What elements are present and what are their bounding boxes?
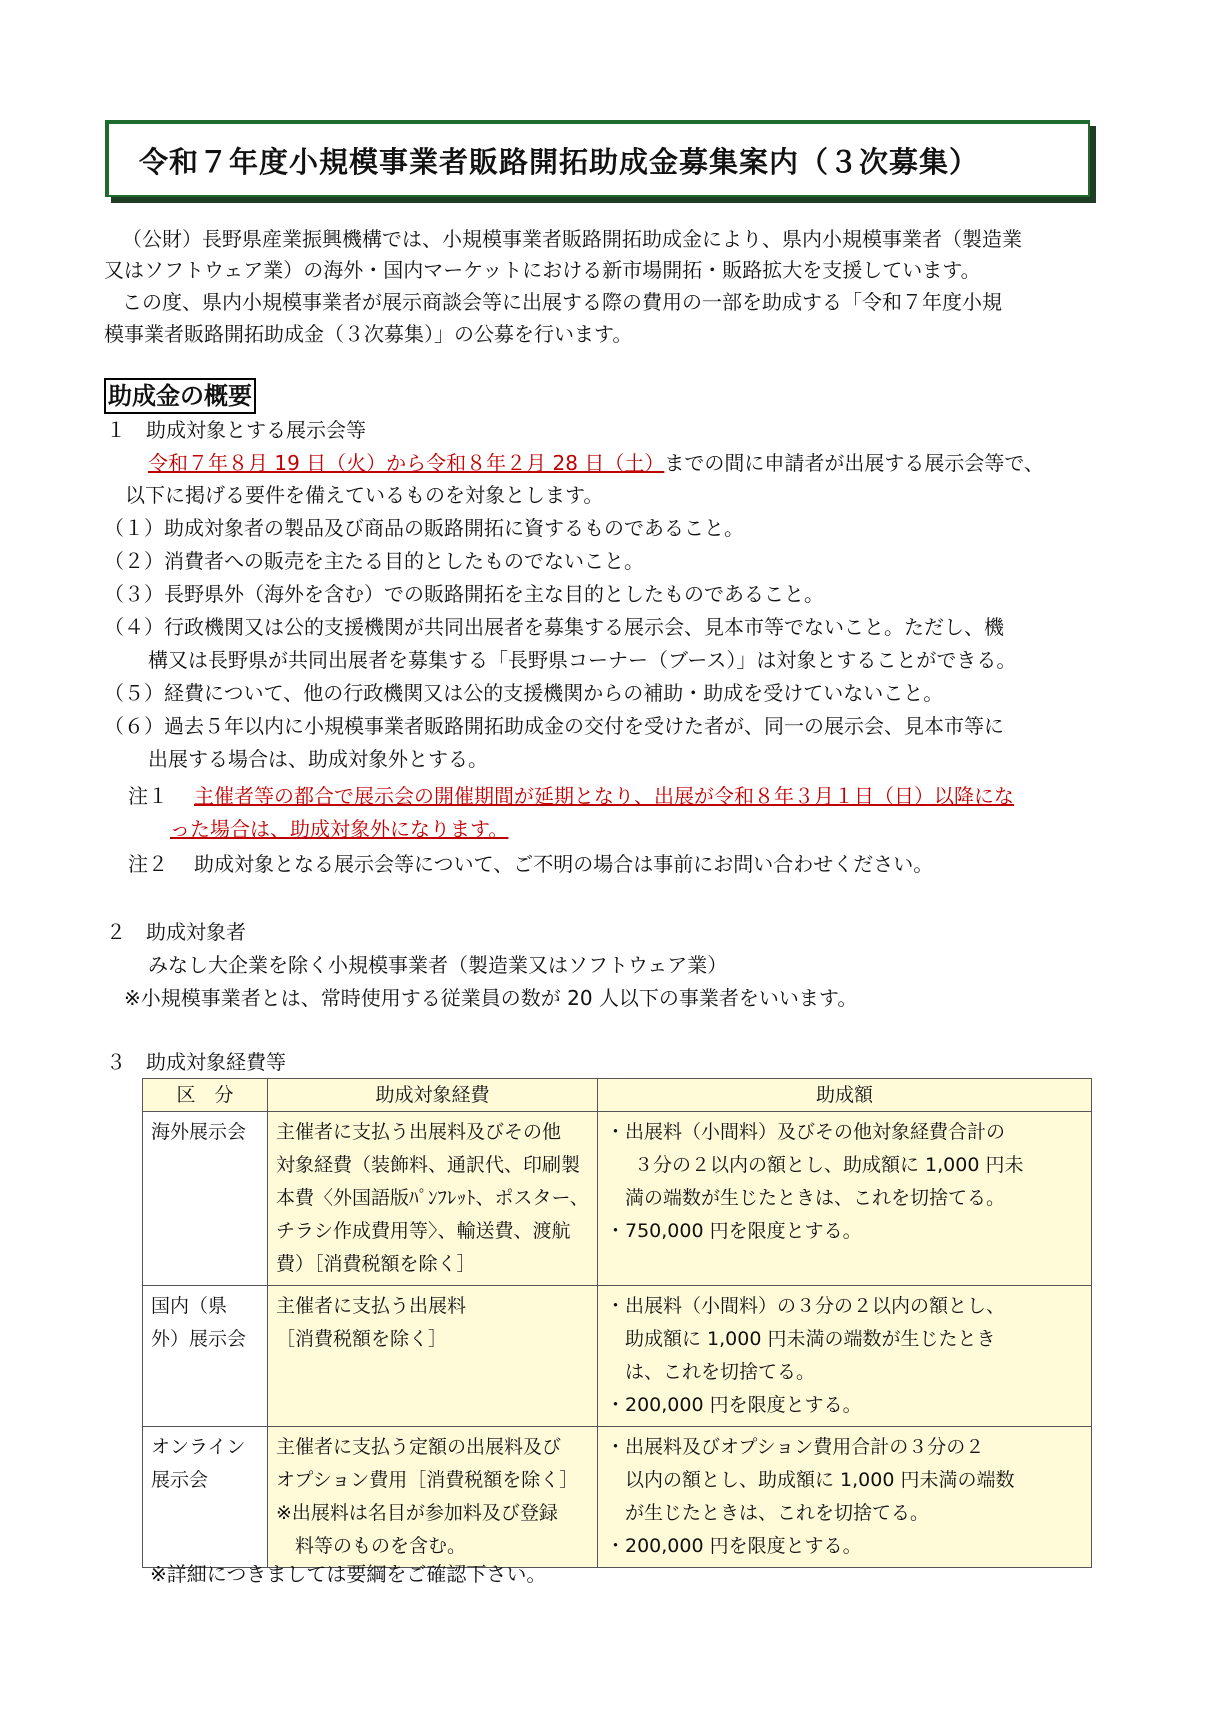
row-amount	[598, 1286, 1092, 1427]
s1-item: （３）長野県外（海外を含む）での販路開拓を主な目的としたものであること。	[104, 582, 824, 606]
cell-line: 助成額に 1,000 円未満の端数が生じたとき	[625, 1328, 996, 1350]
cell-line: ・200,000 円を限度とする。	[606, 1394, 862, 1416]
cell-line: ・750,000 円を限度とする。	[606, 1220, 862, 1242]
s1-item: 構又は長野県が共同出展者を募集する「長野県コーナー（ブース）」は対象とすることができる。	[148, 648, 1017, 672]
page-title: 令和７年度小規模事業者販路開拓助成金募集案内（３次募集）	[139, 145, 980, 179]
s1-item: （１）助成対象者の製品及び商品の販路開拓に資するものであること。	[104, 516, 744, 540]
intro-line: 模事業者販路開拓助成金（３次募集）」の公募を行います。	[104, 322, 633, 346]
note1-label: 注１	[128, 784, 168, 808]
s2-note: ※小規模事業者とは、常時使用する従業員の数が 20 人以下の事業者をいいます。	[124, 986, 858, 1010]
cell-line: 主催者に支払う出展料	[276, 1295, 467, 1317]
table-header: 助成額	[598, 1079, 1092, 1112]
row-expenses	[268, 1427, 598, 1568]
s1-period-line	[148, 447, 1044, 476]
s1-line2: 以下に掲げる要件を備えているものを対象とします。	[125, 483, 604, 507]
note2-text: 助成対象となる展示会等について、ご不明の場合は事前にお問い合わせください。	[194, 852, 934, 876]
cell-line: 本費〈外国語版ﾊﾟﾝﾌﾚｯﾄ、ポスター、	[276, 1187, 589, 1209]
note2-label: 注２	[128, 852, 168, 876]
cell-line: 海外展示会	[151, 1121, 247, 1143]
cell-line: 外）展示会	[151, 1328, 247, 1350]
table-header: 助成対象経費	[268, 1079, 598, 1112]
cell-line: は、これを切捨てる。	[625, 1361, 816, 1383]
cell-line: ・出展料（小間料）の３分の２以内の額とし、	[606, 1295, 1006, 1317]
cell-line: 主催者に支払う定額の出展料及び	[276, 1436, 562, 1458]
cell-line: 満の端数が生じたときは、これを切捨てる。	[625, 1187, 1006, 1209]
s1-period-rest: までの間に申請者が出展する展示会等で、	[664, 451, 1044, 475]
cell-line: が生じたときは、これを切捨てる。	[625, 1502, 930, 1524]
cell-line: ・出展料（小間料）及びその他対象経費合計の	[606, 1121, 1006, 1143]
row-amount	[598, 1427, 1092, 1568]
cell-line: オンライン	[151, 1436, 246, 1458]
row-category	[143, 1112, 268, 1286]
s1-item: （５）経費について、他の行政機関又は公的支援機関からの補助・助成を受けていないこと。	[104, 681, 944, 705]
table-row	[143, 1286, 1092, 1427]
table-row	[143, 1427, 1092, 1568]
note1-text: 主催者等の都合で展示会の開催期間が延期となり、出展が令和８年３月１日（日）以降にな	[194, 784, 1014, 808]
table-footnote: ※詳細につきましては要綱をご確認下さい。	[150, 1562, 547, 1586]
s2-line: みなし大企業を除く小規模事業者（製造業又はソフトウェア業）	[148, 953, 728, 977]
cell-line: 費）［消費税額を除く］	[276, 1253, 476, 1275]
note1-text: った場合は、助成対象外になります。	[170, 817, 509, 841]
cell-line: ３分の２以内の額とし、助成額に 1,000 円未	[634, 1154, 1024, 1176]
section-heading: 助成金の概要	[104, 378, 256, 414]
intro-line: 又はソフトウェア業）の海外・国内マーケットにおける新市場開拓・販路拡大を支援しています。	[104, 258, 981, 282]
intro-line: この度、県内小規模事業者が展示商談会等に出展する際の費用の一部を助成する「令和７年度小規	[122, 290, 1002, 314]
cell-line: 料等のものを含む。	[295, 1535, 467, 1557]
cell-line: ・200,000 円を限度とする。	[606, 1535, 862, 1557]
cell-line: 以内の額とし、助成額に 1,000 円未満の端数	[625, 1469, 1015, 1491]
row-category	[143, 1286, 268, 1427]
cell-line: 展示会	[151, 1469, 209, 1491]
cell-line: チラシ作成費用等〉、輸送費、渡航	[276, 1220, 571, 1242]
table-row	[143, 1112, 1092, 1286]
cell-line: 対象経費（装飾料、通訳代、印刷製	[276, 1154, 581, 1176]
table-header-row	[143, 1079, 1092, 1112]
s1-title: １ 助成対象とする展示会等	[106, 418, 366, 442]
cell-line: 国内（県	[151, 1295, 228, 1317]
s1-item: （２）消費者への販売を主たる目的としたものでないこと。	[104, 549, 644, 573]
row-expenses	[268, 1286, 598, 1427]
cell-line: オプション費用［消費税額を除く］	[276, 1469, 579, 1491]
row-amount	[598, 1112, 1092, 1286]
table-header: 区 分	[143, 1079, 268, 1112]
s1-item: 出展する場合は、助成対象外とする。	[148, 747, 488, 771]
row-expenses	[268, 1112, 598, 1286]
s1-period-dates: 令和７年８月 19 日（火）から令和８年２月 28 日（土）	[148, 451, 665, 475]
title-box	[105, 120, 1090, 197]
cell-line: 主催者に支払う出展料及びその他	[276, 1121, 562, 1143]
s1-item: （６）過去５年以内に小規模事業者販路開拓助成金の交付を受けた者が、同一の展示会、見本市等に	[104, 714, 1004, 738]
expense-table	[142, 1078, 1092, 1568]
row-category	[143, 1427, 268, 1568]
cell-line: ［消費税額を除く］	[276, 1328, 448, 1350]
s1-item: （４）行政機関又は公的支援機関が共同出展者を募集する展示会、見本市等でないこと。ただし、機	[104, 615, 1004, 639]
intro-line: （公財）長野県産業振興機構では、小規模事業者販路開拓助成金により、県内小規模事業者（製造業	[122, 227, 1022, 251]
s3-title: ３ 助成対象経費等	[106, 1050, 286, 1074]
cell-line: ※出展料は名目が参加料及び登録	[276, 1502, 558, 1524]
cell-line: ・出展料及びオプション費用合計の３分の２	[606, 1436, 985, 1458]
s2-title: ２ 助成対象者	[106, 920, 246, 944]
